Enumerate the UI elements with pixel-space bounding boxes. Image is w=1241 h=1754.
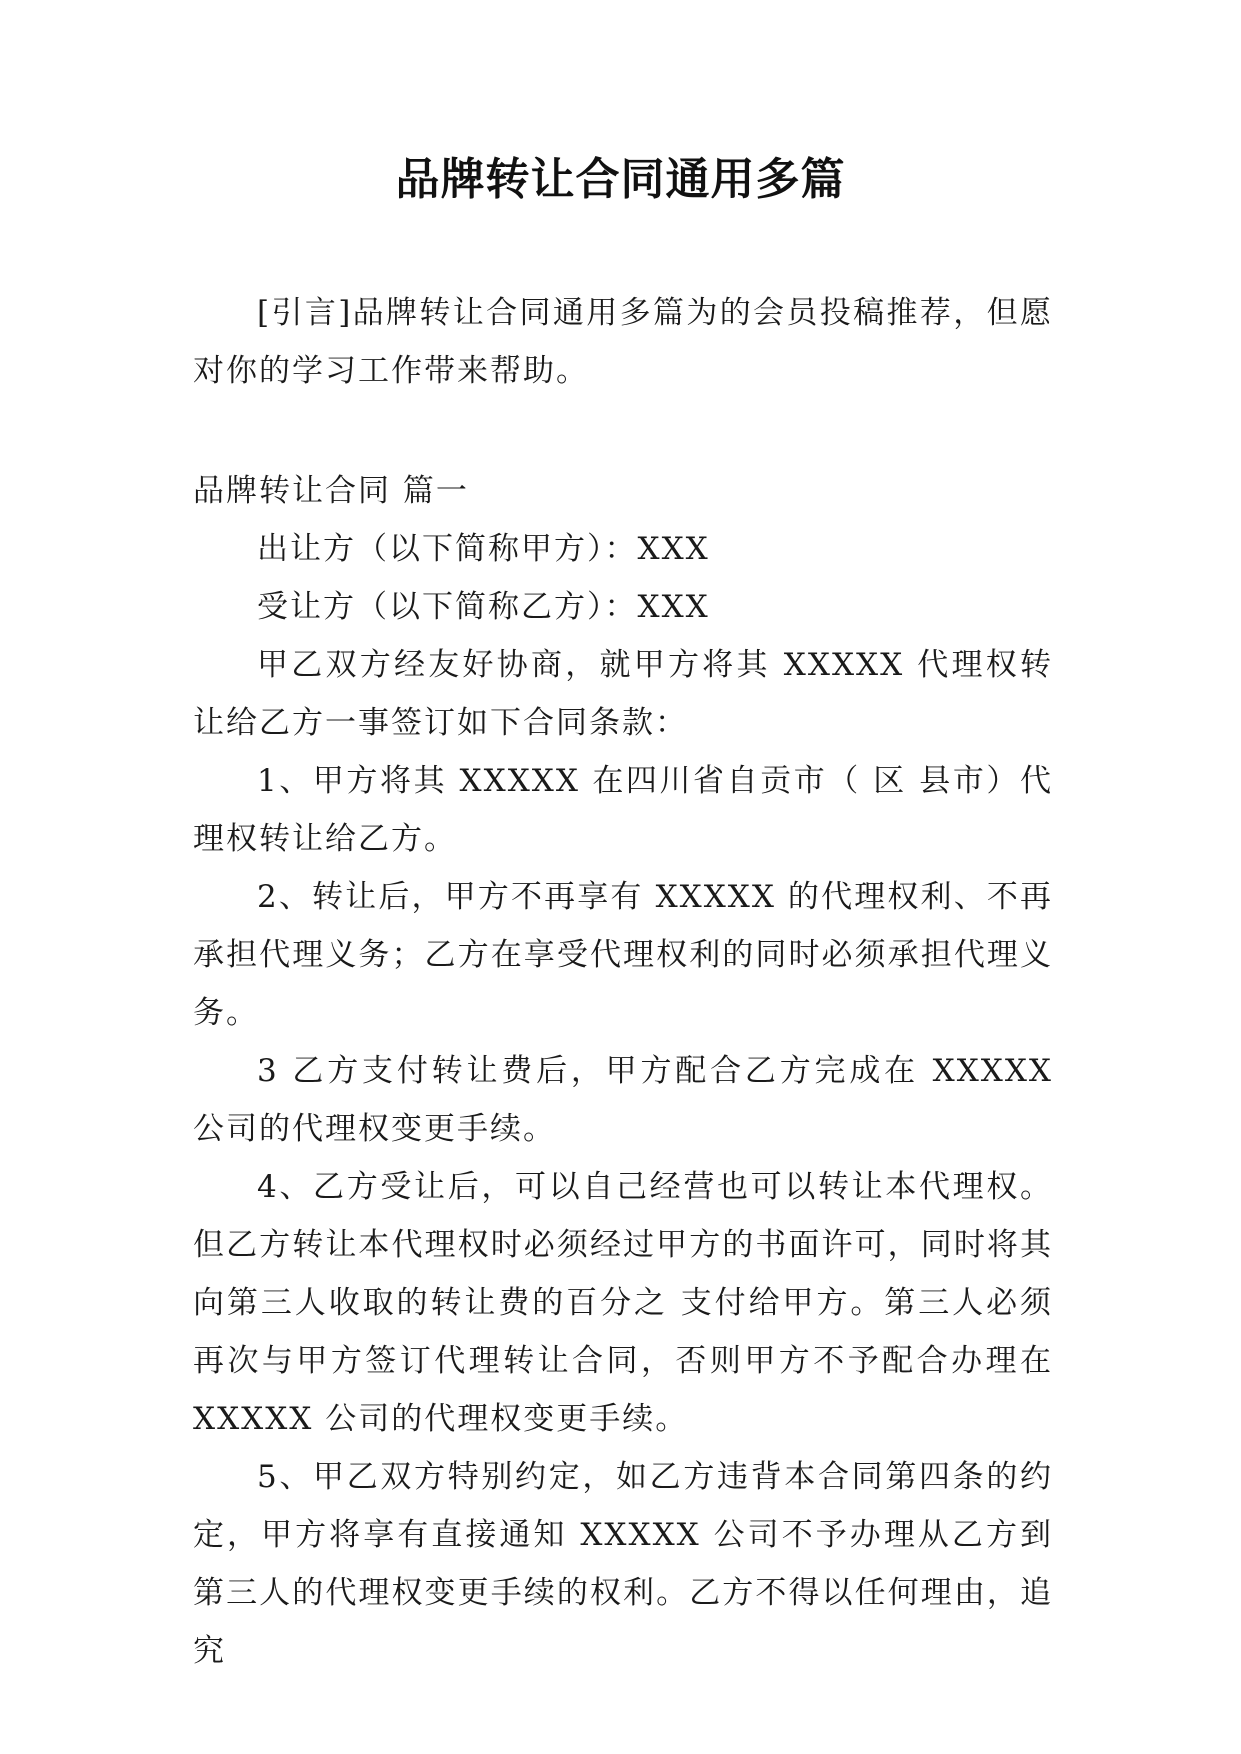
intro-paragraph: [引言]品牌转让合同通用多篇为的会员投稿推荐，但愿对你的学习工作带来帮助。 <box>193 295 1053 389</box>
clause-3: 3 乙方支付转让费后，甲方配合乙方完成在 XXXXX 公司的代理权变更手续。 <box>193 1053 1053 1147</box>
intro-block <box>193 284 1053 400</box>
section-heading: 品牌转让合同 篇一 <box>193 473 469 509</box>
clause-4: 4、乙方受让后，可以自己经营也可以转让本代理权。但乙方转让本代理权时必须经过甲方的书面许可，同时将其向第三人收取的转让费的百分之 支付给甲方。第三人必须再次与甲方签订代理转让合同，否则甲方不予配合办理在 XXXXX 公司的代理权变更手续。 <box>193 1169 1053 1437</box>
paragraph-transferee: 受让方（以下简称乙方）：XXX <box>257 589 710 625</box>
document-title: 品牌转让合同通用多篇 <box>395 154 846 205</box>
contract-body <box>193 462 1053 1680</box>
clause-5: 5、甲乙双方特别约定，如乙方违背本合同第四条的约定，甲方将享有直接通知 XXXXX 公司不予办理从乙方到第三人的代理权变更手续的权利。乙方不得以任何理由，追究 <box>193 1459 1053 1669</box>
paragraph-agreement: 甲乙双方经友好协商，就甲方将其 XXXXX 代理权转让给乙方一事签订如下合同条款： <box>193 647 1053 741</box>
clause-2: 2、转让后，甲方不再享有 XXXXX 的代理权利、不再承担代理义务；乙方在享受代理权利的同时必须承担代理义务。 <box>193 879 1053 1031</box>
clause-1: 1、甲方将其 XXXXX 在四川省自贡市（ 区 县市）代理权转让给乙方。 <box>193 763 1053 857</box>
paragraph-transferor: 出让方（以下简称甲方）：XXX <box>257 531 710 567</box>
